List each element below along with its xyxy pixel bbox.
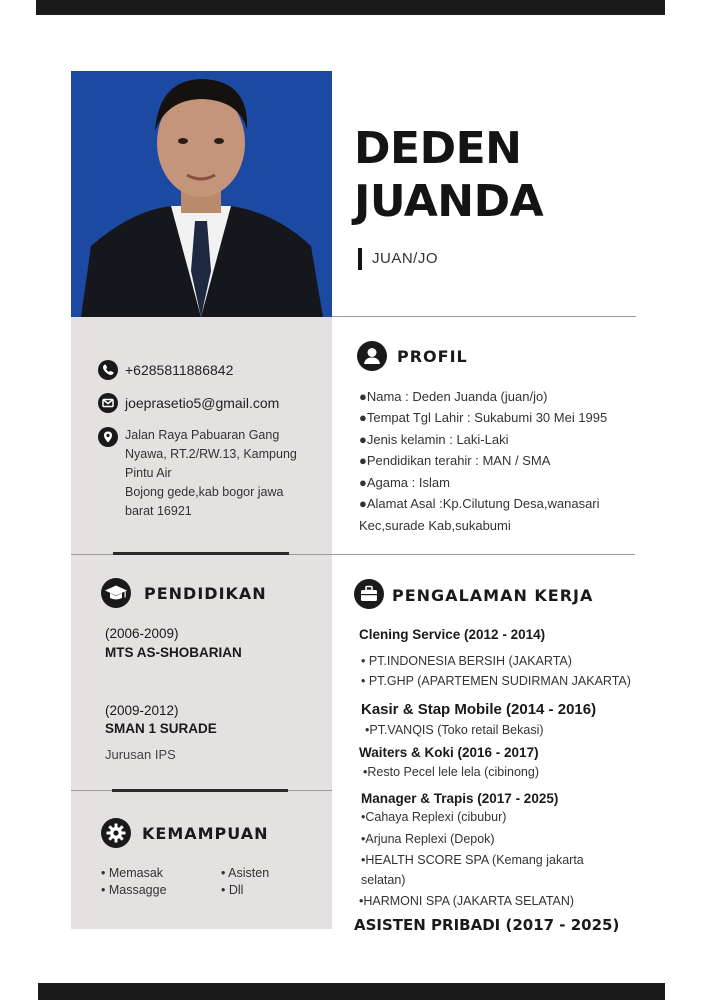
edu-note: Jurusan IPS (105, 747, 176, 762)
skill-item: • Asisten (221, 866, 270, 880)
nickname-accent (358, 248, 362, 270)
user-icon (357, 341, 387, 371)
phone-icon (98, 360, 118, 380)
skill-item: • Memasak (101, 866, 164, 880)
kemampuan-title: KEMAMPUAN (142, 824, 269, 843)
job-detail: •Cahaya Replexi (cibubur) (361, 810, 507, 824)
phone-number: +6285811886842 (125, 362, 234, 378)
address-line: Jalan Raya Pabuaran Gang (125, 428, 280, 442)
edu-school: SMAN 1 SURADE (105, 721, 217, 736)
location-icon (98, 427, 118, 447)
skill-item: • Dll (221, 883, 244, 897)
pengalaman-title: PENGALAMAN KERJA (392, 586, 594, 605)
divider-accent-2 (112, 789, 288, 792)
job-detail: •Resto Pecel lele lela (cibinong) (363, 765, 539, 779)
skill-item: • Massagge (101, 883, 167, 897)
briefcase-icon (354, 579, 384, 609)
edu-school: MTS AS-SHOBARIAN (105, 645, 242, 660)
edu-years: (2006-2009) (105, 626, 179, 641)
job-detail: •HEALTH SCORE SPA (Kemang jakarta (361, 853, 584, 867)
profil-line: ●Pendidikan terahir : MAN / SMA (359, 453, 551, 468)
address (125, 426, 315, 521)
job-detail: • PT.INDONESIA BERSIH (JAKARTA) (361, 654, 572, 668)
job-title: Kasir & Stap Mobile (2014 - 2016) (361, 701, 597, 718)
divider-header (332, 316, 636, 317)
full-name (354, 122, 543, 228)
top-bar (36, 0, 665, 15)
address-line: Pintu Air (125, 466, 172, 480)
profil-line: ●Alamat Asal :Kp.Cilutung Desa,wanasari (359, 496, 600, 511)
nickname: JUAN/JO (372, 250, 439, 267)
profil-line: ●Jenis kelamin : Laki-Laki (359, 432, 509, 447)
job-detail: •PT.VANQIS (Toko retail Bekasi) (365, 723, 544, 737)
pendidikan-title: PENDIDIKAN (144, 584, 267, 603)
job-title: Manager & Trapis (2017 - 2025) (361, 791, 559, 806)
job-detail: • PT.GHP (APARTEMEN SUDIRMAN JAKARTA) (361, 674, 631, 688)
job-title: Clening Service (2012 - 2014) (359, 627, 546, 642)
name-line-2: JUANDA (354, 176, 544, 227)
edu-years: (2009-2012) (105, 703, 179, 718)
name-line-1: DEDEN (354, 123, 522, 174)
bottom-bar (38, 983, 665, 1000)
profile-photo (71, 71, 332, 317)
gear-icon (101, 818, 131, 848)
final-job-title: ASISTEN PRIBADI (2017 - 2025) (354, 916, 620, 934)
profil-line: ●Nama : Deden Juanda (juan/jo) (359, 389, 548, 404)
job-detail: •Arjuna Replexi (Depok) (361, 832, 495, 846)
job-title: Waiters & Koki (2016 - 2017) (359, 745, 539, 760)
job-detail: •HARMONI SPA (JAKARTA SELATAN) (359, 894, 575, 908)
job-detail: selatan) (361, 873, 406, 887)
email-address: joeprasetio5@gmail.com (125, 395, 280, 411)
divider-accent-1 (113, 552, 289, 555)
address-line: Bojong gede,kab bogor jawa (125, 485, 284, 499)
graduation-cap-icon (101, 578, 131, 608)
profil-title: PROFIL (397, 347, 468, 366)
address-line: barat 16921 (125, 504, 192, 518)
email-icon (98, 393, 118, 413)
profil-line: Kec,surade Kab,sukabumi (359, 518, 511, 533)
address-line: Nyawa, RT.2/RW.13, Kampung (125, 447, 297, 461)
profil-line: ●Agama : Islam (359, 475, 450, 490)
profil-line: ●Tempat Tgl Lahir : Sukabumi 30 Mei 1995 (359, 410, 608, 425)
